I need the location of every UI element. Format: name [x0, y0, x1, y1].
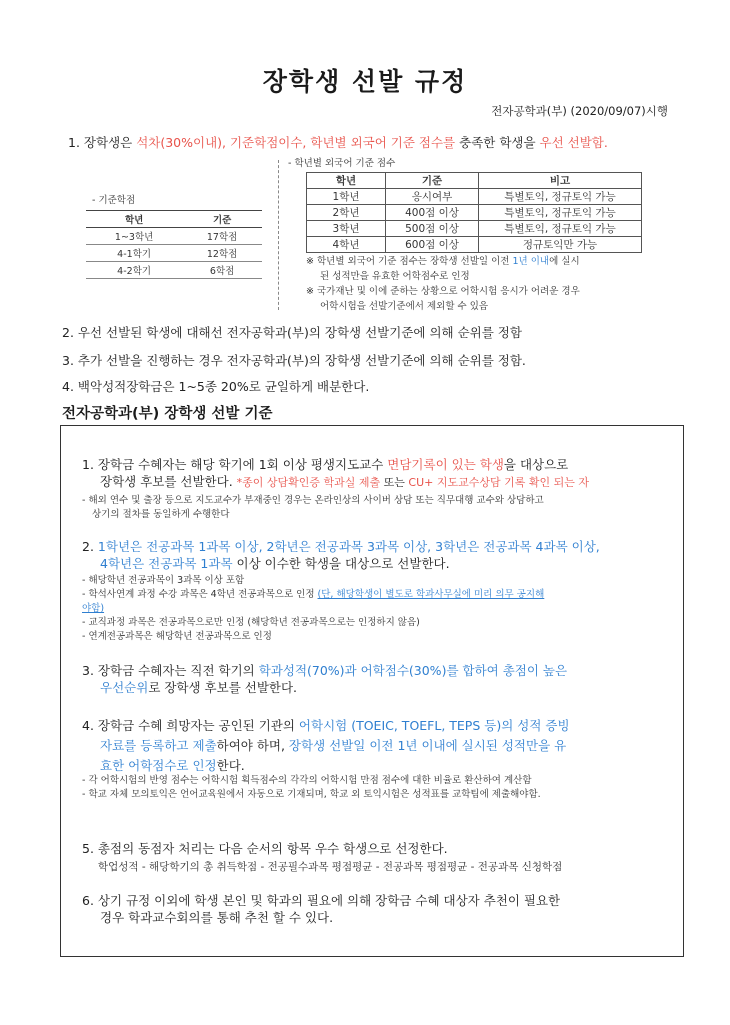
table-row: 3학년 500점 이상 특별토익, 정규토익 가능	[307, 221, 642, 237]
criterion-5-order: 학업성적 - 해당학기의 총 취득학점 - 전공필수과목 평점평균 - 전공과목 평점평균 - 전공과목 신청학점	[98, 861, 563, 873]
section-title: 전자공학과(부) 장학생 선발 기준	[62, 406, 273, 422]
rule-2: 2. 우선 선발된 학생에 대해선 전자공학과(부)의 장학생 선발기준에 의해 순위를 정함	[62, 325, 522, 340]
language-note-1: ※ 학년별 외국어 기준 점수는 장학생 선발일 이전 1년 이내에 실시 된 성적만을 유효한 어학점수로 인정	[306, 256, 580, 282]
credit-header-grade: 학년	[86, 211, 182, 228]
dashed-divider	[278, 160, 279, 310]
rule-3: 3. 추가 선발을 진행하는 경우 전자공학과(부)의 장학생 선발기준에 의해 순위를 정함.	[62, 353, 526, 368]
criterion-1: 1. 장학금 수혜자는 해당 학기에 1회 이상 평생지도교수 면담기록이 있는 학생을 대상으로 장학생 후보를 선발한다. *종이 상담확인증 학과실 제출 또는 CU+ 지도교수상담 기록 확인 되는 자	[82, 457, 589, 489]
language-note-2: ※ 국가재난 및 이에 준하는 상황으로 어학시험 응시가 어려운 경우 어학시험을 선발기준에서 제외할 수 있음	[306, 286, 580, 312]
language-score-table	[306, 172, 642, 253]
table-row: 1~3학년 17학점	[86, 228, 262, 245]
criterion-5: 5. 총점의 동점자 처리는 다음 순서의 항목 우수 학생으로 선정한다.	[82, 841, 448, 856]
criterion-4-notes: - 각 어학시험의 반영 점수는 어학시험 획득점수의 각각의 어학시험 만점 점수에 대한 비율로 환산하여 계산함 - 학교 자체 모의토익은 언어교육원에서 자동으로 기재되며, 학교 외 토익시험은 성적표를 교학팀에 제출해야함.	[82, 775, 541, 800]
credit-table-label: - 기준학점	[92, 195, 136, 206]
table-row: 1학년 응시여부 특별토익, 정규토익 가능	[307, 189, 642, 205]
lang-header-grade: 학년	[307, 173, 386, 189]
table-row: 4학년 600점 이상 정규토익만 가능	[307, 237, 642, 253]
lang-header-standard: 기준	[386, 173, 479, 189]
criterion-1-note: - 해외 연수 및 출장 등으로 지도교수가 부재중인 경우는 온라인상의 사이버 상담 또는 직무대행 교수와 상담하고 상기의 절차를 동일하게 수행한다	[82, 495, 544, 520]
rule-1: 1. 장학생은 석차(30%이내), 기준학점이수, 학년별 외국어 기준 점수를 충족한 학생을 우선 선발함.	[68, 135, 608, 150]
criterion-3: 3. 장학금 수혜자는 직전 학기의 학과성적(70%)과 어학점수(30%)를 합하여 총점이 높은 우선순위로 장학생 후보를 선발한다.	[82, 663, 568, 695]
table-row: 4-2학기 6학점	[86, 262, 262, 279]
criterion-2: 2. 1학년은 전공과목 1과목 이상, 2학년은 전공과목 3과목 이상, 3학년은 전공과목 4과목 이상, 4학년은 전공과목 1과목 이상 이수한 학생을 대상으로 선발한다.	[82, 539, 600, 571]
criterion-4: 4. 장학금 수혜 희망자는 공인된 기관의 어학시험 (TOEIC, TOEFL, TEPS 등)의 성적 증빙 자료를 등록하고 제출하여야 하며, 장학생 선발일 이전 1년 이내에 실시된 성적만을 유 효한 어학점수로 인정한다.	[82, 718, 570, 773]
table-row: 2학년 400점 이상 특별토익, 정규토익 가능	[307, 205, 642, 221]
credit-table	[86, 210, 262, 279]
rule-4: 4. 백악성적장학금은 1~5종 20%로 균일하게 배분한다.	[62, 379, 370, 394]
page-title: 장학생 선발 규정	[262, 67, 468, 96]
credit-header-standard: 기준	[182, 211, 262, 228]
language-table-label: - 학년별 외국어 기준 점수	[288, 158, 396, 169]
criterion-6: 6. 상기 규정 이외에 학생 본인 및 학과의 필요에 의해 장학금 수혜 대상자 추천이 필요한 경우 학과교수회의를 통해 추천 할 수 있다.	[82, 893, 561, 925]
lang-header-remark: 비고	[479, 173, 642, 189]
criterion-2-notes: - 해당학년 전공과목이 3과목 이상 포함 - 학석사연계 과정 수강 과목은 4학년 전공과목으로 인정 (단, 해당학생이 별도로 학과사무실에 미리 의무 공지해 야함) - 교직과정 과목은 전공과목으로만 인정 (해당학년 전공과목으로는 인정하지 않음) - 연계전공과목은 해당학년 전공과목으로 인정	[82, 575, 545, 642]
department-date: 전자공학과(부) (2020/09/07)시행	[491, 104, 668, 118]
table-row: 4-1학기 12학점	[86, 245, 262, 262]
